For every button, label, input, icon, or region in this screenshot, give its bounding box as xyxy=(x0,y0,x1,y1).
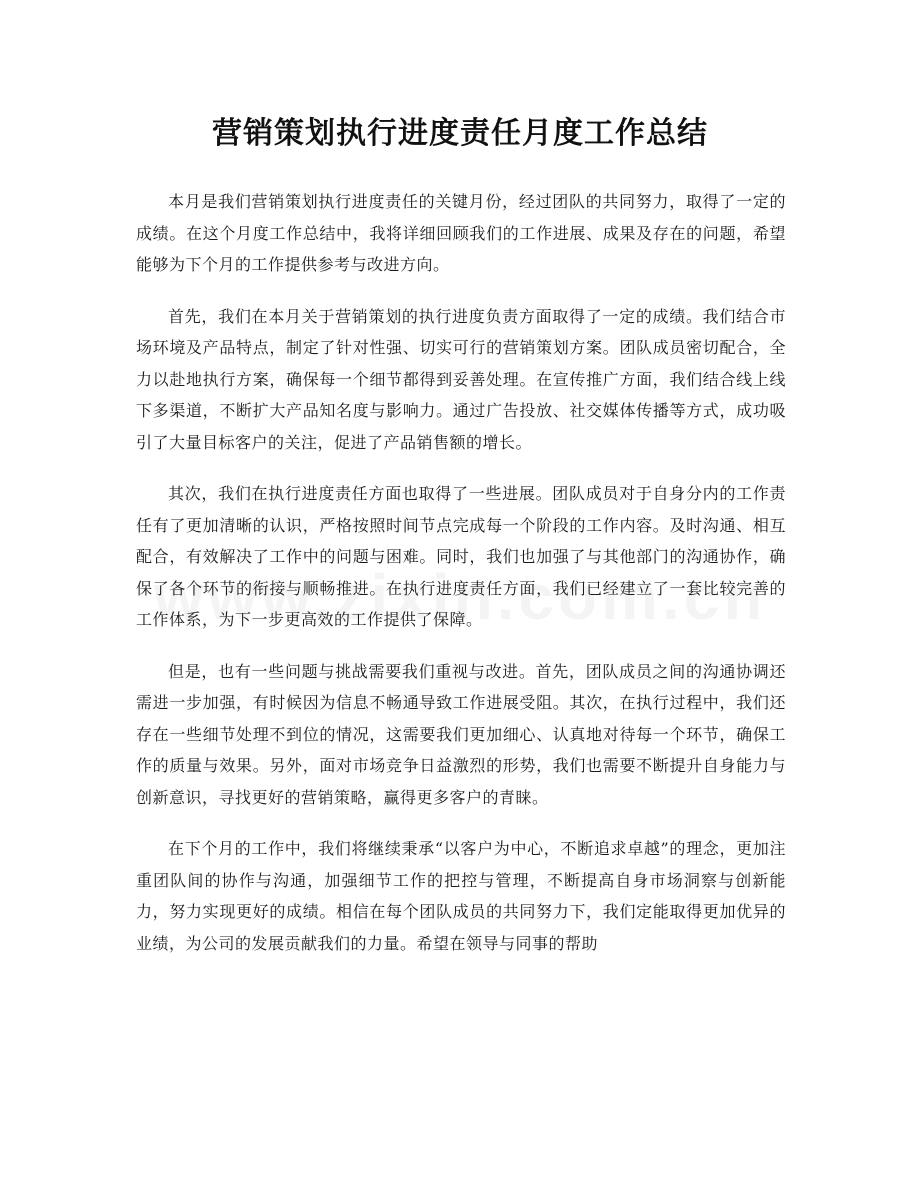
paragraph-progress: 其次，我们在执行进度责任方面也取得了一些进展。团队成员对于自身分内的工作责任有了更加清晰的认识，严格按照时间节点完成每一个阶段的工作内容。及时沟通、相互配合，有效解决了工作中的问题与困难。同时，我们也加强了与其他部门的沟通协作，确保了各个环节的衔接与顺畅推进。在执行进度责任方面，我们已经建立了一套比较完善的工作体系，为下一步更高效的工作提供了保障。 xyxy=(136,484,786,629)
document-body xyxy=(136,186,786,979)
paragraph-intro: 本月是我们营销策划执行进度责任的关键月份，经过团队的共同努力，取得了一定的成绩。在这个月度工作总结中，我将详细回顾我们的工作进展、成果及存在的问题，希望能够为下个月的工作提供参考与改进方向。 xyxy=(136,192,786,274)
paragraph-problems: 但是，也有一些问题与挑战需要我们重视与改进。首先，团队成员之间的沟通协调还需进一步加强，有时候因为信息不畅通导致工作进展受阻。其次，在执行过程中，我们还存在一些细节处理不到位的情况，这需要我们更加细心、认真地对待每一个环节，确保工作的质量与效果。另外，面对市场竞争日益激烈的形势，我们也需要不断提升自身能力与创新意识，寻找更好的营销策略，赢得更多客户的青睐。 xyxy=(136,661,786,807)
paragraph-achievements: 首先，我们在本月关于营销策划的执行进度负责方面取得了一定的成绩。我们结合市场环境及产品特点，制定了针对性强、切实可行的营销策划方案。团队成员密切配合，全力以赴地执行方案，确保每一个细节都得到妥善处理。在宣传推广方面，我们结合线上线下多渠道，不断扩大产品知名度与影响力。通过广告投放、社交媒体传播等方式，成功吸引了大量目标客户的关注，促进了产品销售额的增长。 xyxy=(136,306,786,452)
paragraph-next-month: 在下个月的工作中，我们将继续秉承“以客户为中心，不断追求卓越”的理念，更加注重团队间的协作与沟通，加强细节工作的把控与管理，不断提高自身市场洞察与创新能力，努力实现更好的成绩。相信在每个团队成员的共同努力下，我们定能取得更加优异的业绩，为公司的发展贡献我们的力量。希望在领导与同事的帮助 xyxy=(136,839,786,953)
document-title: 营销策划执行进度责任月度工作总结 xyxy=(212,116,708,151)
